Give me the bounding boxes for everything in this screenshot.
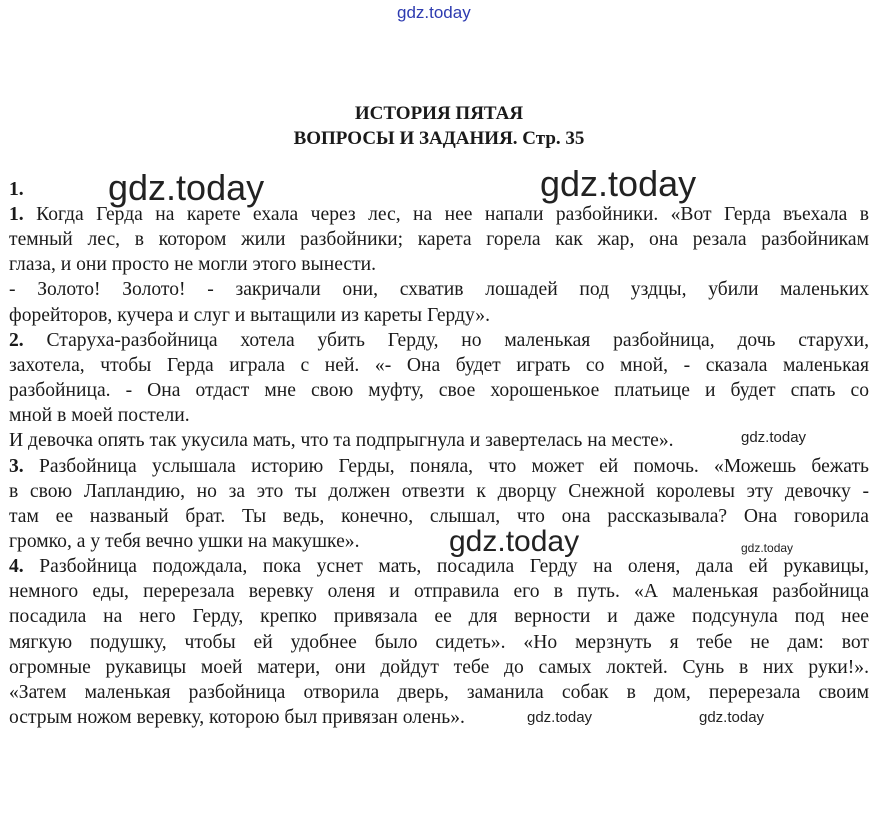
text-line [9, 557, 869, 577]
line-text: в свою Лапландию, но за это ты должен отвезти к дворцу Снежной королевы эту девочку - [9, 480, 869, 502]
watermark-small-right-1: gdz.today [741, 429, 807, 446]
text-line [9, 255, 376, 275]
line-text: Старуха-разбойница хотела убить Герду, но маленькая разбойница, дочь старухи, [23, 329, 869, 351]
line-text: посадила на него Герду, крепко привязала ее для верности и даже подсунула под нее [9, 606, 869, 628]
line-text: темный лес, в котором жили разбойники; карета горела как жар, она резала разбойникам [9, 229, 869, 251]
text-line [9, 683, 869, 703]
text-line [9, 482, 869, 502]
text-line [9, 532, 359, 552]
page-title: ИСТОРИЯ ПЯТАЯ [354, 103, 524, 124]
text-line [9, 205, 869, 225]
watermark-big-left: gdz.today [108, 167, 265, 208]
text-line [9, 633, 869, 653]
line-text: мягкую подушку, чтобы ей удобнее было сидеть». «Но мерзнуть я тебе не дам: вот [9, 631, 869, 653]
line-text: разбойница. - Она отдаст мне свою муфту, свое хорошенькое платьице и будет спать со [9, 380, 869, 402]
watermark-small-right-2: gdz.today [741, 541, 794, 555]
line-text: огромные рукавицы моей матери, они дойдут тебе до самых локтей. Сунь в них руки!». [9, 656, 869, 678]
line-text: - Золото! Золото! - закричали они, схватив лошадей под уздцы, убили маленьких [9, 279, 869, 301]
item-number: 4. [9, 556, 24, 578]
line-text: Разбойница подождала, пока уснет мать, посадила Герду на оленя, дала ей рукавицы, [23, 556, 869, 578]
line-text: немного еды, перерезала веревку оленя и отправила его в путь. «А маленькая разбойница [9, 581, 869, 603]
watermark-small-bottom-2: gdz.today [699, 709, 765, 726]
page-subtitle: ВОПРОСЫ И ЗАДАНИЯ. Стр. 35 [293, 128, 585, 149]
text-line [9, 607, 869, 627]
text-line [9, 230, 869, 250]
item-number: 3. [9, 455, 24, 477]
text-line [9, 406, 190, 426]
item-number: 2. [9, 329, 24, 351]
watermark-big-right: gdz.today [540, 163, 697, 204]
text-line [9, 457, 869, 477]
text-line [9, 306, 490, 326]
text-line [9, 331, 869, 351]
watermark-mid-center: gdz.today [449, 525, 580, 558]
line-text: острым ножом веревку, которою был привязан олень». [9, 707, 465, 728]
section-number: 1. [9, 179, 24, 200]
watermark-top: gdz.today [397, 3, 471, 22]
line-text: глаза, и они просто не могли этого вынести. [9, 254, 377, 276]
line-text: Когда Герда на карете ехала через лес, на нее напали разбойники. «Вот Герда въехала в [23, 204, 869, 225]
line-text: захотела, чтобы Герда играла с ней. «- Она будет играть со мной, - сказала маленькая [9, 354, 869, 376]
text-line [9, 356, 869, 376]
line-text: «Затем маленькая разбойница отворила дверь, заманила собак в дом, перерезала своим [9, 681, 869, 703]
line-text: Разбойница услышала историю Герды, поняла, что может ей помочь. «Можешь бежать [23, 455, 869, 477]
text-line [9, 431, 674, 451]
line-text: там ее названый брат. Ты ведь, конечно, слышал, что она рассказывала? Она говорила [9, 505, 869, 527]
text-line [9, 658, 869, 678]
text-line [9, 708, 465, 728]
text-line [9, 280, 869, 300]
watermark-small-bottom-1: gdz.today [527, 709, 593, 726]
line-text: форейторов, кучера и слуг и вытащили из кареты Герду». [9, 304, 491, 326]
item-number: 1. [9, 204, 24, 225]
line-text: И девочка опять так укусила мать, что та подпрыгнула и завертелась на месте». [9, 430, 674, 452]
line-text: громко, а у тебя вечно ушки на макушке». [9, 530, 360, 552]
line-text: мной в моей постели. [9, 405, 190, 427]
text-line [9, 507, 869, 527]
text-line [9, 381, 869, 401]
text-line [9, 582, 869, 602]
